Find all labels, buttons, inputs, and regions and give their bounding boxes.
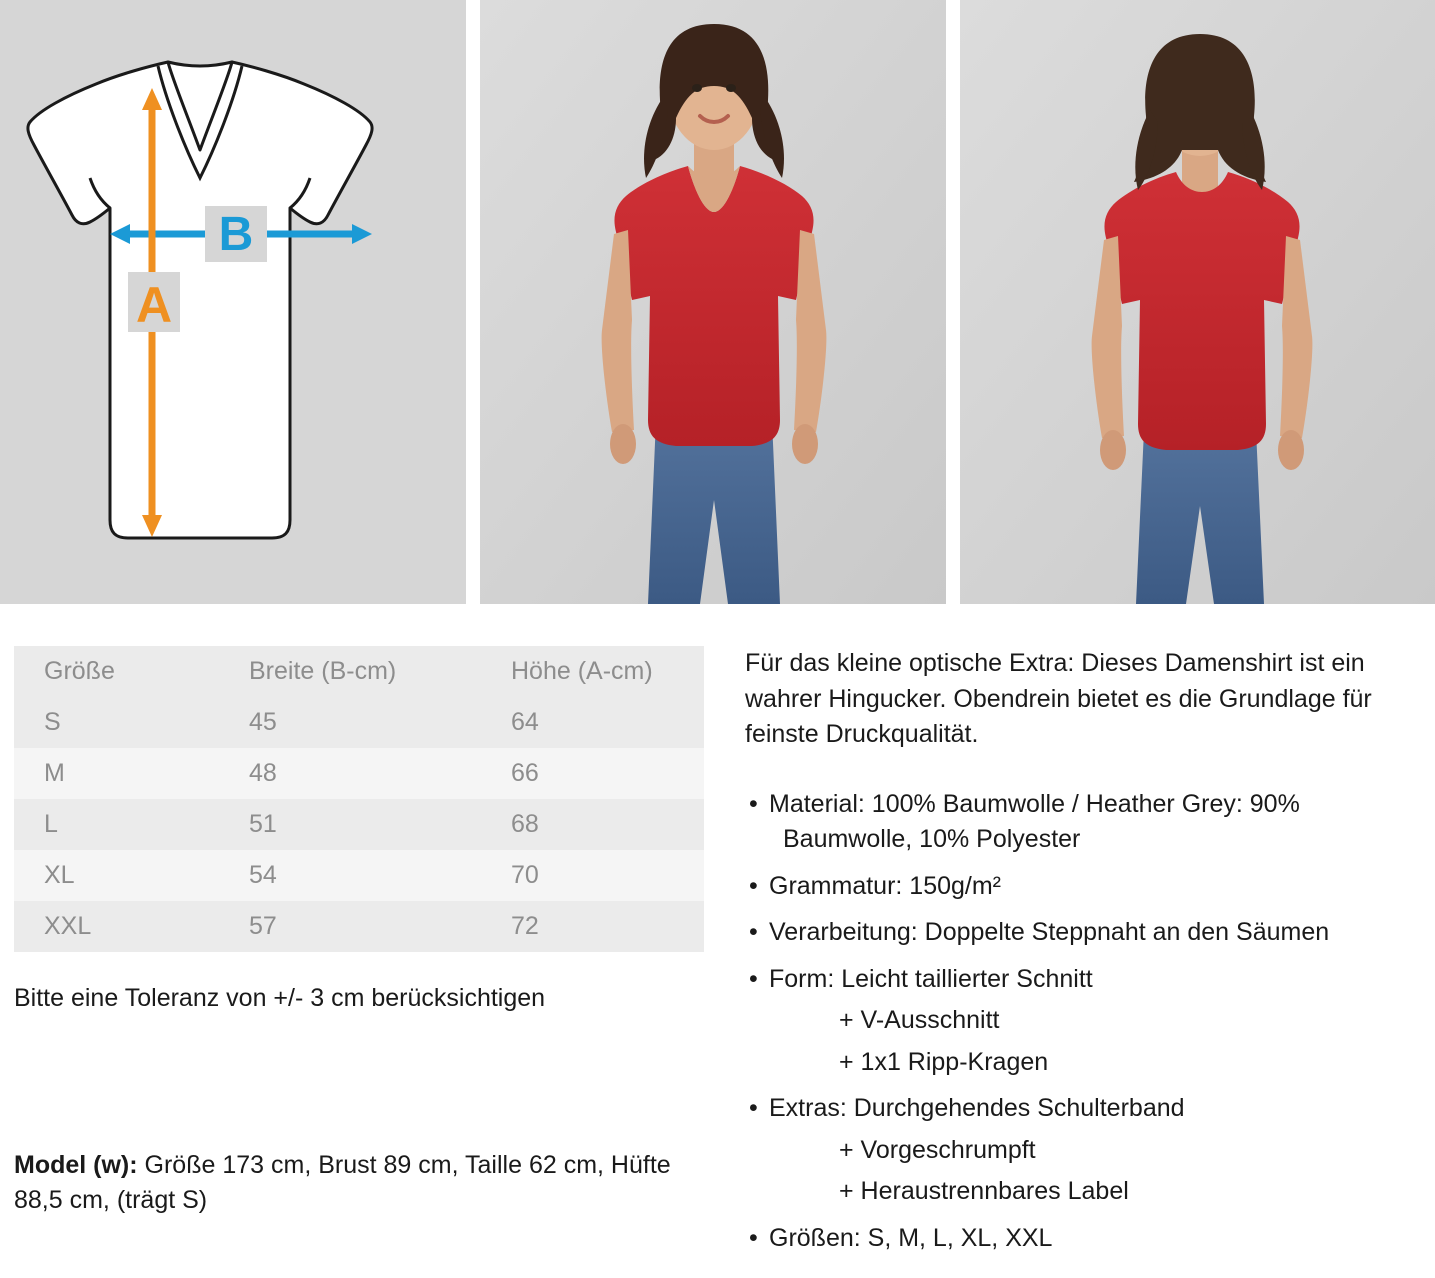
feature-text: Grammatur: 150g/m² — [769, 871, 1002, 900]
table-row — [14, 850, 704, 901]
table-row — [14, 697, 704, 748]
cell-height: 64 — [511, 708, 539, 736]
feature-text: Form: Leicht taillierter Schnitt — [769, 964, 1093, 993]
cell-width: 51 — [249, 810, 277, 838]
model-front-photo — [480, 0, 946, 604]
cell-height: 72 — [511, 912, 539, 940]
measurement-diagram-panel — [0, 0, 466, 604]
cell-width: 45 — [249, 708, 277, 736]
header-height: Höhe (A-cm) — [511, 657, 653, 685]
cell-size: XXL — [44, 912, 92, 940]
model-front-illustration — [480, 0, 946, 604]
feature-sub: + 1x1 Ripp-Kragen — [839, 1047, 1049, 1076]
width-label: B — [218, 208, 254, 261]
header-width: Breite (B-cm) — [249, 657, 397, 685]
cell-height: 66 — [511, 759, 539, 787]
feature-continuation: Baumwolle, 10% Polyester — [783, 825, 1081, 853]
tolerance-note: Bitte eine Toleranz von +/- 3 cm berücksichtigen — [14, 984, 546, 1012]
list-item — [745, 1091, 1421, 1210]
feature-text: Extras: Durchgehendes Schulterband — [769, 1094, 1185, 1122]
cell-size: S — [44, 708, 61, 736]
model-back-illustration — [960, 0, 1435, 604]
cell-height: 68 — [511, 810, 539, 838]
cell-size: XL — [44, 861, 75, 889]
list-item — [745, 962, 1421, 1081]
feature-sub: + Vorgeschrumpft — [839, 1135, 1036, 1164]
cell-width: 48 — [249, 759, 277, 787]
size-table-body — [14, 697, 704, 952]
table-row — [14, 901, 704, 952]
list-item — [745, 915, 1421, 951]
feature-text: Größen: S, M, L, XL, XXL — [769, 1223, 1053, 1252]
feature-text: Verarbeitung: Doppelte Steppnaht an den Säumen — [769, 918, 1330, 946]
header-size: Größe — [44, 657, 115, 685]
feature-sub: + V-Ausschnitt — [839, 1006, 1000, 1034]
table-row — [14, 748, 704, 799]
list-item — [745, 1221, 1421, 1257]
description-intro: Für das kleine optische Extra: Dieses Damenshirt ist ein wahrer Hingucker. Obendrein bietet es die Grundlage für feinste Druckqualität. — [745, 649, 1372, 748]
height-label: A — [135, 277, 173, 333]
table-row — [14, 799, 704, 850]
size-table-head — [14, 646, 704, 697]
list-item — [745, 787, 1421, 858]
product-images-row — [0, 0, 1435, 604]
feature-sub: + Heraustrennbares Label — [839, 1177, 1129, 1205]
product-description — [745, 646, 1421, 1267]
feature-text: Material: 100% Baumwolle / Heather Grey: 90% — [769, 789, 1300, 818]
table-header-row — [14, 646, 704, 697]
cell-width: 57 — [249, 912, 277, 940]
model-label: Model (w): — [14, 1151, 138, 1179]
model-back-photo — [960, 0, 1435, 604]
list-item — [745, 869, 1421, 905]
cell-width: 54 — [249, 861, 277, 889]
size-table — [14, 646, 704, 952]
tshirt-measurement-drawing — [0, 0, 466, 604]
cell-size: M — [44, 759, 65, 787]
model-measurements: Größe 173 cm, Brust 89 cm, Taille 62 cm, Hüfte 88,5 cm, (trägt S) — [14, 1151, 671, 1214]
cell-height: 70 — [511, 861, 539, 889]
feature-list — [745, 787, 1421, 1257]
model-info — [14, 1148, 714, 1217]
cell-size: L — [44, 810, 58, 838]
